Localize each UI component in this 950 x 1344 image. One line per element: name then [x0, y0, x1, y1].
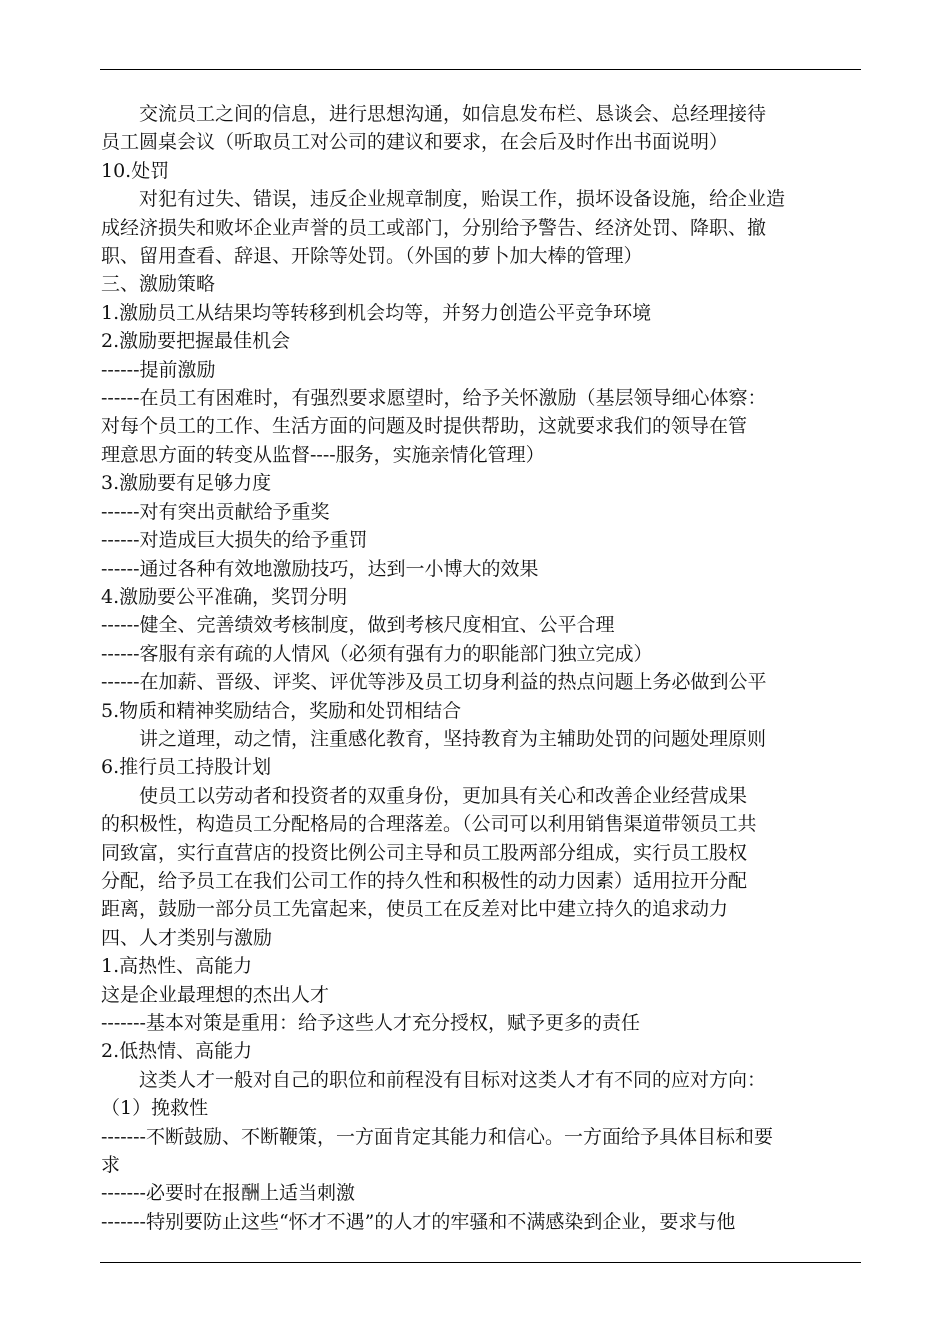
text-line: ------客服有亲有疏的人情风（必须有强有力的职能部门独立完成）	[101, 642, 653, 665]
text-line: 3.激励要有足够力度	[101, 472, 272, 495]
text-line: 的积极性，构造员工分配格局的合理落差。（公司可以利用销售渠道带领员工共	[101, 813, 757, 836]
text-line: ------对造成巨大损失的给予重罚	[101, 529, 368, 552]
text-line: 四、人才类别与激励	[101, 926, 273, 949]
text-line: 1.激励员工从结果均等转移到机会均等，并努力创造公平竞争环境	[101, 301, 652, 324]
text-line: ------健全、完善绩效考核制度，做到考核尺度相宜、公平合理	[101, 614, 615, 637]
footer-rule	[100, 1262, 861, 1263]
text-line: （1）挽救性	[101, 1097, 209, 1120]
text-line: 6.推行员工持股计划	[101, 756, 272, 779]
text-line: 这类人才一般对自己的职位和前程没有目标对这类人才有不同的应对方向：	[139, 1068, 767, 1091]
text-line: 求	[101, 1154, 121, 1177]
text-line: 2.激励要把握最佳机会	[101, 330, 291, 353]
text-line: -------必要时在报酬上适当刺激	[101, 1182, 355, 1205]
text-line: 讲之道理，动之情，注重感化教育，坚持教育为主辅助处罚的问题处理原则	[139, 727, 767, 750]
text-line: ------在员工有困难时，有强烈要求愿望时，给予关怀激励（基层领导细心体察：	[101, 387, 767, 410]
text-line: 三、激励策略	[101, 273, 216, 296]
text-line: 分配，给予员工在我们公司工作的持久性和积极性的动力因素）适用拉开分配	[101, 869, 748, 892]
text-line: -------基本对策是重用：给予这些人才充分授权，赋予更多的责任	[101, 1012, 640, 1034]
text-line: 员工圆桌会议（听取员工对公司的建议和要求，在会后及时作出书面说明）	[101, 131, 729, 154]
document-body	[101, 100, 863, 1236]
text-line: 5.物质和精神奖励结合，奖励和处罚相结合	[101, 699, 462, 722]
text-line: 4.激励要公平准确，奖罚分明	[101, 585, 348, 608]
text-line: 这是企业最理想的杰出人才	[101, 983, 330, 1006]
text-line: ------通过各种有效地激励技巧，达到一小博大的效果	[101, 557, 539, 580]
text-line: ------对有突出贡献给予重奖	[101, 500, 330, 523]
text-line: 10.处罚	[101, 159, 170, 182]
text-line: 职、留用查看、辞退、开除等处罚。（外国的萝卜加大棒的管理）	[101, 245, 643, 268]
text-line: 成经济损失和败坏企业声誉的员工或部门，分别给予警告、经济处罚、降职、撤	[101, 216, 767, 239]
text-line: ------在加薪、晋级、评奖、评优等涉及员工切身利益的热点问题上务必做到公平	[101, 671, 767, 694]
text-line: -------不断鼓励、不断鞭策，一方面肯定其能力和信心。一方面给予具体目标和要	[101, 1125, 773, 1148]
text-line: 同致富，实行直营店的投资比例公司主导和员工股两部分组成，实行员工股权	[101, 841, 748, 864]
text-line: ------提前激励	[101, 358, 216, 381]
text-line: 对每个员工的工作、生活方面的问题及时提供帮助，这就要求我们的领导在管	[101, 415, 748, 438]
text-line: -------特别要防止这些“怀才不遇”的人才的牢骚和不满感染到企业，要求与他	[101, 1210, 736, 1233]
text-line: 距离，鼓励一部分员工先富起来，使员工在反差对比中建立持久的追求动力	[101, 898, 729, 921]
header-rule	[100, 69, 861, 70]
text-line: 理意思方面的转变从监督----服务，实施亲情化管理）	[101, 443, 545, 466]
text-line: 2.低热情、高能力	[101, 1040, 253, 1063]
text-line: 1.高热性、高能力	[101, 955, 253, 978]
text-line: 交流员工之间的信息，进行思想沟通，如信息发布栏、恳谈会、总经理接待	[139, 103, 767, 125]
text-line: 使员工以劳动者和投资者的双重身份，更加具有关心和改善企业经营成果	[139, 784, 748, 807]
text-line: 对犯有过失、错误，违反企业规章制度，贻误工作，损坏设备设施，给企业造	[139, 188, 786, 211]
